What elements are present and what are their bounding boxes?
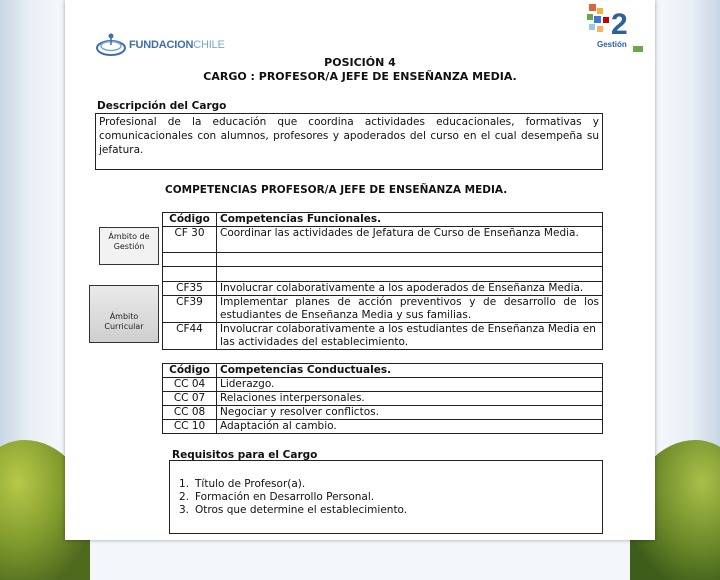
row-code: CF 30 [163,227,217,253]
logo-brand-sub: CHILE [193,39,225,51]
competencias-conductuales-table [162,363,603,434]
row-text: Negociar y resolver conflictos. [217,406,603,420]
gestion-number: 2 [611,8,628,41]
ambito-curricular-label: Ámbito Curricular [89,285,159,343]
header-code: Código [163,213,217,227]
ambito-gestion-label: Ámbito de Gestión [99,227,159,265]
description-heading: Descripción del Cargo [97,100,227,112]
competencias-heading: COMPETENCIAS PROFESOR/A JEFE DE ENSEÑANZA MEDIA. [165,184,508,196]
table-row [163,378,603,392]
row-text: Implementar planes de acción preventivos y de desarrollo de los estudiantes de Enseñanza Media y sus familias. [217,296,603,323]
row-text [217,253,603,267]
gestion-mosaic-icon [583,2,649,58]
table-row [163,267,603,282]
row-text [217,267,603,282]
table-row [163,282,603,296]
row-code: CF39 [163,296,217,323]
gestion-logo [583,2,649,58]
gestion-label: Gestión [597,40,627,49]
table-row [163,392,603,406]
table-row [163,420,603,434]
row-text: Involucrar colaborativamente a los apoderados de Enseñanza Media. [217,282,603,296]
row-code: CC 07 [163,392,217,406]
table-header-row [163,364,603,378]
row-code [163,267,217,282]
logo-brand-main: FUNDACION [129,39,194,51]
table-header-row [163,213,603,227]
table-row [163,253,603,267]
row-code [163,253,217,267]
row-text: Coordinar las actividades de Jefatura de Curso de Enseñanza Media. [217,227,603,253]
table-row [163,406,603,420]
row-code: CC 08 [163,406,217,420]
competencias-funcionales-table [162,212,603,350]
list-item: 2. Formación en Desarrollo Personal. [178,491,375,503]
cargo-title: CARGO : PROFESOR/A JEFE DE ENSEÑANZA MEDIA. [203,70,517,83]
list-item: 3. Otros que determine el establecimiento. [178,504,408,516]
row-text: Adaptación al cambio. [217,420,603,434]
list-item: 1. Título de Profesor(a). [178,478,306,490]
header-conductuales: Competencias Conductuales. [217,364,603,378]
fundacion-chile-emblem-icon [95,31,129,59]
row-code: CF35 [163,282,217,296]
row-text: Relaciones interpersonales. [217,392,603,406]
header-funcionales: Competencias Funcionales. [217,213,603,227]
document-page [65,0,655,540]
row-code: CC 10 [163,420,217,434]
requisitos-list [177,478,407,517]
header-code: Código [163,364,217,378]
position-title: POSICIÓN 4 [324,56,396,69]
row-code: CF44 [163,323,217,350]
row-text: Liderazgo. [217,378,603,392]
row-code: CC 04 [163,378,217,392]
row-text: Involucrar colaborativamente a los estudiantes de Enseñanza Media en las actividades del establecimiento. [217,323,603,350]
table-row [163,323,603,350]
table-row [163,227,603,253]
description-text: Profesional de la educación que coordina actividades educacionales, formativas y comunicacionales con alumnos, profesores y apoderados del curso en el cual desempeña su jefatura. [95,113,603,170]
requisitos-heading: Requisitos para el Cargo [172,449,318,461]
table-row [163,296,603,323]
